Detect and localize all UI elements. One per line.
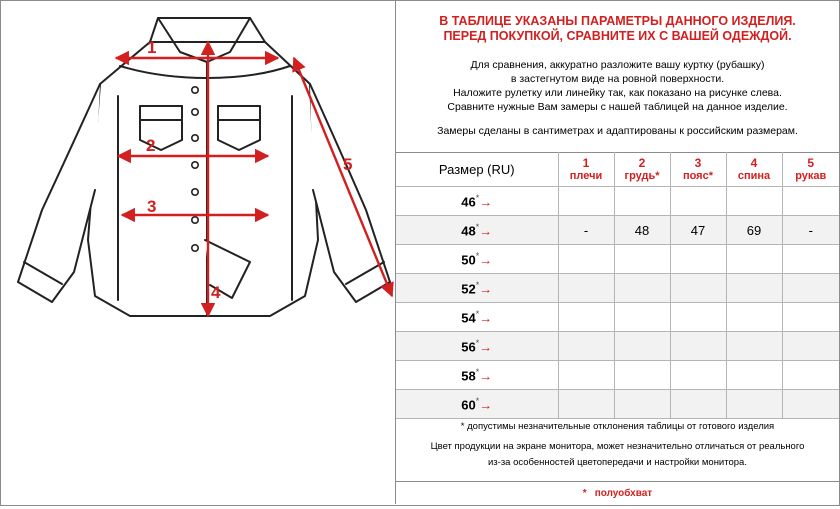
value-cell: [558, 303, 614, 332]
value-cell: [670, 274, 726, 303]
size-table: [396, 152, 839, 419]
arrow-right-icon: →: [479, 281, 493, 297]
instruction-line: Наложите рулетку или линейку так, как показано на рисунке слева.: [453, 87, 782, 99]
column-label: грудь*: [624, 169, 660, 182]
arrow-right-icon: →: [479, 310, 493, 326]
arrow-right-icon: →: [479, 397, 493, 413]
table-row: [396, 216, 839, 245]
value-cell: 48: [614, 216, 670, 245]
color-disclaimer: Цвет продукции на экране монитора, может незначительно отличаться от реального из-за особенностей цветопередачи и настройки монитора.: [430, 441, 805, 468]
size-cell: 50*→: [396, 245, 558, 274]
column-header-4: [726, 153, 782, 187]
measure-label-3: 3: [147, 197, 157, 216]
legend-star: *: [582, 488, 587, 499]
column-label: рукав: [795, 169, 827, 182]
value-cell: [670, 245, 726, 274]
size-cell: 48*→: [396, 216, 558, 245]
table-header-row: [396, 153, 839, 187]
size-cell: 58*→: [396, 361, 558, 390]
value-cell: [726, 332, 782, 361]
page-title: [396, 14, 839, 44]
value-cell: 69: [726, 216, 782, 245]
value-cell: [782, 303, 839, 332]
value-cell: [670, 303, 726, 332]
value-cell: [782, 390, 839, 419]
measure-label-1: 1: [147, 38, 157, 57]
value-cell: -: [782, 216, 839, 245]
title-line-2: ПЕРЕД ПОКУПКОЙ, СРАВНИТЕ ИХ С ВАШЕЙ ОДЕЖДОЙ.: [443, 29, 792, 43]
table-row: [396, 274, 839, 303]
legend-bar: [396, 481, 839, 505]
size-cell: 46*→: [396, 187, 558, 216]
size-cell: 56*→: [396, 332, 558, 361]
value-cell: [558, 245, 614, 274]
value-cell: 47: [670, 216, 726, 245]
title-line-1: В ТАБЛИЦЕ УКАЗАНЫ ПАРАМЕТРЫ ДАННОГО ИЗДЕЛИЯ.: [439, 14, 796, 28]
column-label: спина: [737, 169, 771, 182]
shirt-diagram-panel: [0, 0, 395, 504]
column-number: 5: [807, 155, 815, 170]
value-cell: [558, 187, 614, 216]
value-cell: [614, 303, 670, 332]
instruction-line: в застегнутом виде на ровной поверхности.: [510, 73, 725, 85]
value-cell: [614, 274, 670, 303]
value-cell: [558, 274, 614, 303]
size-cell: 54*→: [396, 303, 558, 332]
size-cell: 60*→: [396, 390, 558, 419]
column-number: 2: [638, 155, 646, 170]
value-cell: [614, 361, 670, 390]
value-cell: [614, 187, 670, 216]
value-cell: [670, 361, 726, 390]
measure-label-2: 2: [146, 136, 156, 155]
shirt-outline: [18, 18, 390, 316]
value-cell: [614, 390, 670, 419]
column-number: 3: [694, 155, 702, 170]
column-label: плечи: [569, 169, 603, 182]
arrow-right-icon: →: [479, 368, 493, 384]
value-cell: [558, 390, 614, 419]
instruction-line: Для сравнения, аккуратно разложите вашу куртку (рубашку): [470, 59, 765, 71]
legend-text: полуобхват: [594, 488, 653, 499]
table-row: [396, 245, 839, 274]
table-row: [396, 332, 839, 361]
measurement-note: Замеры сделаны в сантиметрах и адаптированы к российским размерам.: [437, 125, 798, 137]
instruction-line: Сравните нужные Вам замеры с нашей таблицей на данное изделие.: [447, 101, 788, 113]
table-row: [396, 303, 839, 332]
value-cell: [670, 187, 726, 216]
arrow-right-icon: →: [479, 223, 493, 239]
value-cell: [670, 332, 726, 361]
value-cell: [782, 332, 839, 361]
value-cell: [726, 187, 782, 216]
column-header-3: [670, 153, 726, 187]
column-number: 4: [750, 155, 758, 170]
value-cell: [782, 361, 839, 390]
column-header-1: [558, 153, 614, 187]
tolerance-note: * допустимы незначительные отклонения таблицы от готового изделия: [460, 421, 775, 432]
value-cell: [726, 303, 782, 332]
value-cell: -: [558, 216, 614, 245]
column-label: пояс*: [682, 169, 714, 182]
value-cell: [558, 332, 614, 361]
instructions: [396, 58, 839, 114]
arrow-right-icon: →: [479, 339, 493, 355]
value-cell: [782, 245, 839, 274]
column-header-2: [614, 153, 670, 187]
table-row: [396, 187, 839, 216]
column-header-5: [782, 153, 839, 187]
value-cell: [614, 332, 670, 361]
value-cell: [726, 245, 782, 274]
info-panel: [395, 0, 839, 504]
value-cell: [782, 187, 839, 216]
measure-label-4: 4: [211, 283, 221, 302]
value-cell: [726, 390, 782, 419]
shirt-diagram: [0, 0, 395, 504]
measure-label-5: 5: [343, 155, 353, 174]
table-row: [396, 361, 839, 390]
value-cell: [726, 361, 782, 390]
arrow-right-icon: →: [479, 252, 493, 268]
size-cell: 52*→: [396, 274, 558, 303]
value-cell: [670, 390, 726, 419]
value-cell: [614, 245, 670, 274]
arrow-right-icon: →: [479, 194, 493, 210]
size-column-header: Размер (RU): [396, 153, 558, 187]
value-cell: [782, 274, 839, 303]
value-cell: [726, 274, 782, 303]
table-row: [396, 390, 839, 419]
column-number: 1: [582, 155, 590, 170]
value-cell: [558, 361, 614, 390]
